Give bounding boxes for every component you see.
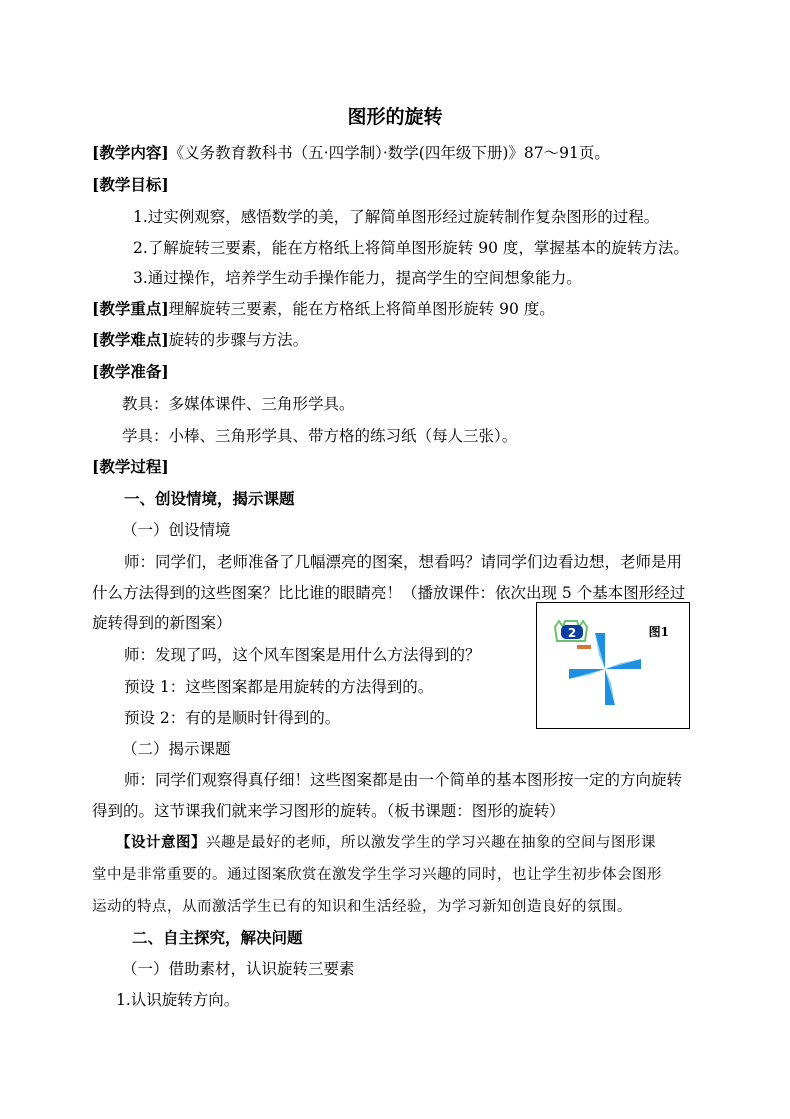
goal-item-3: 3.通过操作，培养学生动手操作能力，提高学生的空间想象能力。 [133, 269, 582, 287]
pinwheel-illustration [537, 603, 691, 730]
para1-line-2: 什么方法得到的这些图案？比比谁的眼睛亮！（播放课件：依次出现 5 个基本图形经过 [92, 584, 686, 602]
difficulty-text: 旋转的步骤与方法。 [168, 331, 309, 349]
prep-teacher: 教具：多媒体课件、三角形学具。 [122, 395, 355, 413]
goal-item-1: 1.过实例观察，感悟数学的美，了解简单图形经过旋转制作复杂图形的过程。 [133, 208, 660, 226]
badge-icon [555, 621, 591, 649]
design-line-2: 堂中是非常重要的。通过图案欣赏在激发学生学习兴趣的同时，也让学生初步体会图形 [92, 867, 662, 883]
subsection-2-heading: （二）揭示课题 [122, 740, 231, 758]
svg-text:2: 2 [567, 626, 577, 640]
section-1-heading: 一、创设情境，揭示课题 [124, 489, 295, 508]
content-line [92, 143, 610, 163]
design-tag: 【设计意图】 [116, 835, 206, 851]
subsection-3-heading: （一）借助素材，认识旋转三要素 [122, 960, 355, 978]
item-rotation-direction: 1.认识旋转方向。 [116, 991, 240, 1009]
para1-line-1: 师：同学们，老师准备了几幅漂亮的图案，想看吗？请同学们边看边想，老师是用 [124, 553, 683, 571]
section-2-heading: 二、自主探究，解决问题 [132, 928, 303, 947]
process-heading: [教学过程] [92, 457, 169, 476]
key-point-text: 理解旋转三要素，能在方格纸上将简单图形旋转 90 度。 [168, 300, 555, 318]
pinwheel-icon [569, 633, 641, 705]
content-text: 《义务教育教科书（五·四学制）·数学(四年级下册)》87～91页。 [168, 144, 610, 162]
key-point-line [92, 299, 555, 319]
preset-1: 预设 1：这些图案都是用旋转的方法得到的。 [124, 678, 434, 696]
content-label: [教学内容] [92, 143, 169, 162]
goal-item-2: 2.了解旋转三要素，能在方格纸上将简单图形旋转 90 度，掌握基本的旋转方法。 [133, 239, 689, 257]
difficulty-label: [教学难点] [92, 330, 169, 349]
difficulty-line [92, 330, 308, 350]
figure-label: 图1 [648, 625, 669, 639]
document-title: 图形的旋转 [347, 106, 443, 128]
design-text-1: 兴趣是最好的老师，所以激发学生的学习兴趣在抽象的空间与图形课 [206, 835, 656, 851]
prep-student: 学具：小棒、三角形学具、带方格的练习纸（每人三张）。 [122, 427, 518, 445]
design-line-1 [116, 833, 656, 853]
preset-2: 预设 2：有的是顺时针得到的。 [124, 709, 341, 727]
subsection-1-heading: （一）创设情境 [122, 521, 231, 539]
figure-1 [536, 602, 690, 729]
para2-line-1: 师：同学们观察得真仔细！这些图案都是由一个简单的基本图形按一定的方向旋转 [124, 771, 683, 789]
para2-line-2: 得到的。这节课我们就来学习图形的旋转。（板书课题：图形的旋转） [92, 802, 565, 820]
para1-line-3: 旋转得到的新图案） [92, 614, 232, 632]
design-line-3: 运动的特点，从而激活学生已有的知识和生活经验，为学习新知创造良好的氛围。 [92, 899, 632, 915]
goals-heading: [教学目标] [92, 175, 169, 194]
question-1: 师：发现了吗，这个风车图案是用什么方法得到的？ [124, 646, 481, 664]
key-point-label: [教学重点] [92, 299, 169, 318]
prep-heading: [教学准备] [92, 362, 169, 381]
